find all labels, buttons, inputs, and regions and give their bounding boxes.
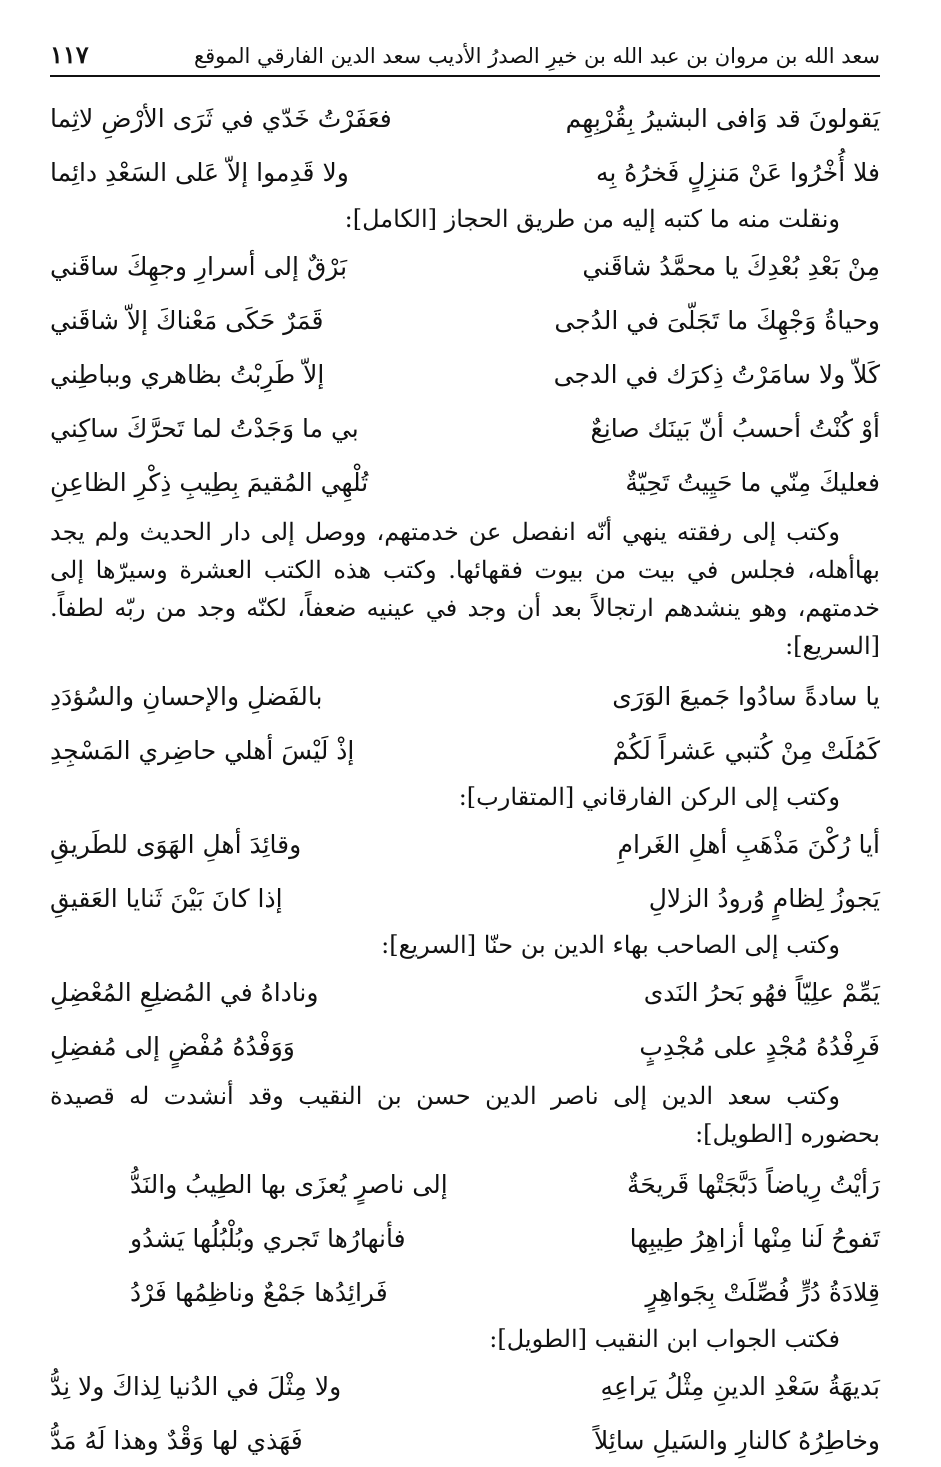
verse-line xyxy=(50,669,880,723)
verse-second-hemistich: ولا مِثْلَ في الدُنيا لِذاكَ ولا نِدُّ xyxy=(50,1371,342,1401)
verse-first-hemistich: فلا أُخْرُوا عَنْ مَنزِلٍ فَخرُهُ بِه xyxy=(596,157,880,187)
verse-second-hemistich: وقائِدَ أهلِ الهَوَى للطَريقِ xyxy=(50,829,302,859)
poem-block xyxy=(50,1157,880,1319)
verse-line xyxy=(50,1019,880,1073)
verse-first-hemistich: فعليكَ مِنّي ما حَيِيتُ تَحِيّةٌ xyxy=(625,467,880,497)
verse-line xyxy=(50,455,880,509)
verse-second-hemistich: إذا كانَ بَيْنَ ثَنايا العَقيقِ xyxy=(50,883,283,913)
verse-second-hemistich: إذْ لَيْسَ أهلي حاضِري المَسْجِدِ xyxy=(50,735,355,765)
poem-block xyxy=(50,669,880,777)
verse-line xyxy=(50,401,880,455)
verse-first-hemistich: وحياةُ وَجْهِكَ ما تَجَلّىَ في الدُجى xyxy=(554,305,880,335)
verse-line xyxy=(50,239,880,293)
page-body xyxy=(50,91,880,1467)
verse-second-hemistich: فَهَذي لها وَقْدٌ وهذا لَهُ مَدُّ xyxy=(50,1425,303,1455)
verse-first-hemistich: يَجوزُ لِظامٍ وُرودُ الزلالِ xyxy=(648,883,880,913)
verse-second-hemistich: فَرائِدُها جَمْعٌ وناظِمُها فَرْدُ xyxy=(130,1277,388,1307)
verse-second-hemistich: إلى ناصرٍ يُعزَى بها الطِيبُ والنَدُّ xyxy=(130,1169,448,1199)
verse-second-hemistich: بي ما وَجَدْتُ لما تَحرَّكَ ساكِني xyxy=(50,413,359,443)
book-page xyxy=(50,40,880,1467)
verse-line xyxy=(50,1265,880,1319)
section-intro: وكتب إلى الركن الفارقاني [المتقارب]: xyxy=(458,783,840,811)
verse-first-hemistich: رَأيْتُ رِياضاً دَبَّجَتْها قَريحَةٌ xyxy=(626,1169,880,1199)
verse-line xyxy=(50,1359,880,1413)
verse-second-hemistich: إلاّ طَرِبْتُ بظاهري وبباطِني xyxy=(50,359,325,389)
verse-first-hemistich: يَقولونَ قد وَافى البشيرُ بِقُرْبِهِم xyxy=(565,103,880,133)
poem-block xyxy=(50,817,880,925)
section-intro: ونقلت منه ما كتبه إليه من طريق الحجاز [الكامل]: xyxy=(344,205,840,233)
section-intro: فكتب الجواب ابن النقيب [الطويل]: xyxy=(489,1325,840,1353)
verse-line xyxy=(50,347,880,401)
verse-first-hemistich: أيا رُكْنَ مَذْهَبِ أهلِ الغَرامِ xyxy=(617,829,880,859)
verse-line xyxy=(50,723,880,777)
verse-line xyxy=(50,91,880,145)
verse-second-hemistich: فأنهارُها تَجري وبُلْبُلُها يَشدُو xyxy=(130,1223,406,1253)
verse-first-hemistich: بَديهَةُ سَعْدِ الدينِ مِثْلُ يَراعِهِ xyxy=(600,1371,880,1401)
verse-first-hemistich: مِنْ بَعْدِ بُعْدِكَ يا محمَّدُ شاقَني xyxy=(582,251,880,281)
verse-second-hemistich: قَمَرٌ حَكَى مَعْناكَ إلاّ شاقَني xyxy=(50,305,324,335)
running-title: سعد الله بن مروان بن عبد الله بن خيرِ الصدرُ الأديب سعد الدين الفارقي الموقع xyxy=(193,44,880,68)
verse-second-hemistich: بالفَضلِ والإحسانِ والسُؤدَدِ xyxy=(50,681,323,711)
verse-second-hemistich: تُلْهِي المُقيمَ بِطِيبِ ذِكْرِ الظاعِنِ xyxy=(50,467,369,497)
verse-line xyxy=(50,293,880,347)
verse-first-hemistich: فَرِفْدُهُ مُجْدٍ على مُجْدِبٍ xyxy=(639,1031,880,1061)
verse-line xyxy=(50,965,880,1019)
verse-first-hemistich: أوْ كُنْتُ أحسبُ أنّ بَينَك صانِعٌ xyxy=(590,413,880,443)
poem-block xyxy=(50,91,880,199)
verse-second-hemistich: فعَفَرْتُ خَدّي في ثَرَى الأرْضِ لاثِما xyxy=(50,103,392,133)
verse-first-hemistich: وخاطِرُهُ كالنارِ والسَيلِ سائِلاً xyxy=(594,1425,880,1455)
verse-line xyxy=(50,145,880,199)
verse-first-hemistich: كَلاّ ولا سامَرْتُ ذِكرَك في الدجى xyxy=(553,359,880,389)
verse-second-hemistich: ولا قَدِموا إلاّ عَلى السَعْدِ دائِما xyxy=(50,157,349,187)
verse-line xyxy=(50,1157,880,1211)
verse-second-hemistich: وَوَفْدُهُ مُفْضٍ إلى مُفضِلِ xyxy=(50,1031,295,1061)
verse-second-hemistich: وناداهُ في المُضلِعِ المُعْضِلِ xyxy=(50,977,319,1007)
prose-paragraph: وكتب إلى رفقته ينهي أنّه انفصل عن خدمتهم، ووصل إلى دار الحديث ولم يجد بهاأهله، فجلس في بيت من بيوت فقهائها. وكتب هذه الكتب العشرة وسيرّها إلى خدمتهم، وهو ينشدهم ارتجالاً بعد أن وجد في عينيه ضعفاً، لكنّه وجد من ربّه لطفاً. [السريع]: xyxy=(50,518,880,660)
verse-first-hemistich: تَفوحُ لَنا مِنْها أزاهِرُ طِيبِها xyxy=(629,1223,880,1253)
prose-paragraph: وكتب سعد الدين إلى ناصر الدين حسن بن النقيب وقد أنشدت له قصيدة بحضوره [الطويل]: xyxy=(50,1082,880,1148)
verse-first-hemistich: يا سادةً سادُوا جَميعَ الوَرَى xyxy=(612,681,880,711)
verse-first-hemistich: يَمِّمْ علِيّاً فهُو بَحرُ النَدى xyxy=(643,977,880,1007)
poem-block xyxy=(50,965,880,1073)
verse-line xyxy=(50,1211,880,1265)
verse-line xyxy=(50,817,880,871)
poem-block xyxy=(50,1359,880,1467)
verse-second-hemistich: بَرْقٌ إلى أسرارِ وجهِكَ ساقَني xyxy=(50,251,348,281)
section-intro: وكتب إلى الصاحب بهاء الدين بن حنّا [السريع]: xyxy=(381,931,840,959)
poem-block xyxy=(50,239,880,509)
page-number: ١١٧ xyxy=(50,40,89,69)
verse-line xyxy=(50,1413,880,1467)
verse-first-hemistich: قِلادَةُ دُرٍّ فُصِّلَتْ بِجَواهِرٍ xyxy=(645,1277,880,1307)
verse-first-hemistich: كَمُلَتْ مِنْ كُتبي عَشراً لَكُمْ xyxy=(612,735,880,765)
running-header xyxy=(50,40,880,77)
verse-line xyxy=(50,871,880,925)
